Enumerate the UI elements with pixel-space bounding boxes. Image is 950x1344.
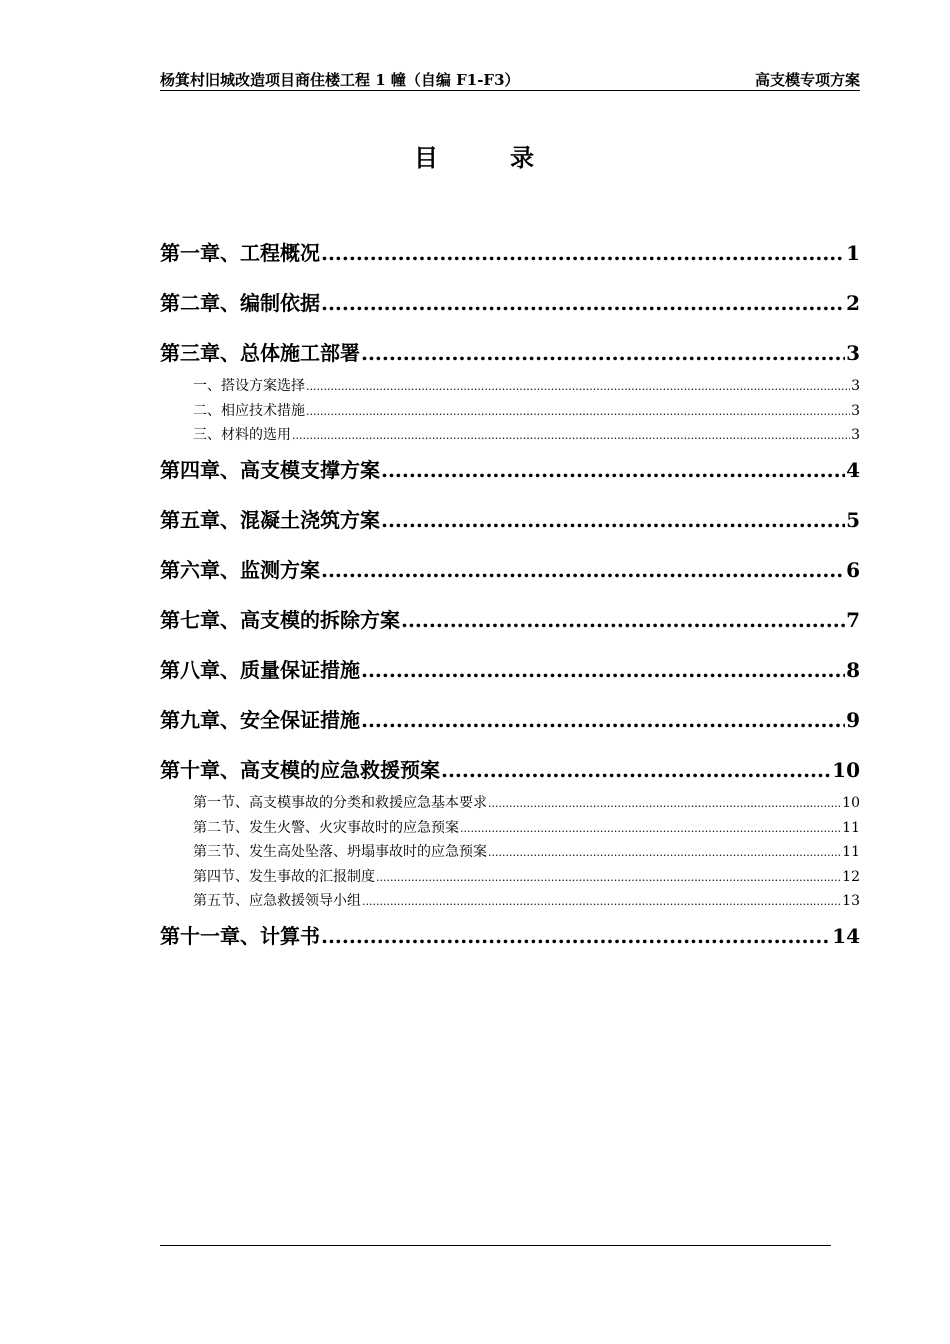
toc-entry-page: 6 [846,558,860,582]
toc-entry-label: 二、相应技术措施 [193,402,305,419]
toc-entry-label: 第四节、发生事故的汇报制度 [193,868,375,885]
toc-entry-chapter-2[interactable] [160,286,860,336]
toc-entry-page: 12 [842,868,860,885]
toc-entry-page: 3 [851,378,860,394]
toc-entry-label: 第六章、监测方案 [160,558,320,582]
toc-entry-page: 3 [851,427,860,443]
toc-entry-label: 第一章、工程概况 [160,241,320,265]
toc-entry-label: 第四章、高支模支撑方案 [160,458,380,482]
toc-dot-leader [488,792,841,816]
toc-entry-chapter-9[interactable] [160,703,860,753]
toc-entry-page: 5 [846,508,860,532]
toc-entry-chapter-7[interactable] [160,603,860,653]
toc-dot-leader [306,375,850,399]
toc-entry-label: 第五节、应急救援领导小组 [193,893,361,909]
toc-entry-chapter-5[interactable] [160,503,860,553]
toc-dot-leader [361,703,845,737]
toc-entry-page: 3 [851,402,860,419]
toc-dot-leader [321,286,845,320]
toc-entry-page: 3 [846,341,860,365]
toc-dot-leader [361,336,845,370]
toc-entry-section-10-1[interactable] [160,791,860,816]
toc-entry-label: 第二节、发生火警、火灾事故时的应急预案 [193,819,459,836]
toc-entry-label: 第二章、编制依据 [160,291,320,315]
toc-entry-label: 第三节、发生高处坠落、坍塌事故时的应急预案 [193,844,487,860]
toc-entry-page: 10 [832,758,860,782]
toc-entry-section-3-1[interactable] [160,374,860,399]
toc-entry-section-10-2[interactable] [160,816,860,841]
header-document-type: 高支模专项方案 [754,71,860,89]
toc-dot-leader [361,653,845,687]
toc-dot-leader [381,453,845,487]
toc-entry-label: 第十章、高支模的应急救援预案 [160,758,440,782]
toc-entry-section-10-3[interactable] [160,840,860,865]
toc-dot-leader [321,553,845,587]
toc-entry-chapter-4[interactable] [160,453,860,503]
toc-entry-chapter-10[interactable] [160,753,860,791]
toc-dot-leader [401,603,845,637]
toc-title-char-1: 目 [414,143,440,172]
toc-entry-label: 第九章、安全保证措施 [160,708,360,732]
toc-entry-chapter-11[interactable] [160,919,860,969]
toc-dot-leader [362,890,841,914]
toc-dot-leader [441,753,831,787]
toc-dot-leader [376,866,841,890]
toc-dot-leader [292,424,850,448]
toc-dot-leader [460,817,841,841]
toc-entry-label: 第五章、混凝土浇筑方案 [160,508,380,532]
toc-entry-page: 9 [846,708,860,732]
toc-title [0,138,950,173]
toc-entry-page: 10 [842,795,860,811]
toc-entry-section-3-3[interactable] [160,423,860,453]
toc-entry-label: 第一节、高支模事故的分类和救援应急基本要求 [193,795,487,811]
toc-dot-leader [321,919,831,953]
toc-entry-chapter-3[interactable] [160,336,860,374]
toc-entry-section-3-2[interactable] [160,399,860,424]
table-of-contents [160,236,860,969]
toc-entry-label: 第七章、高支模的拆除方案 [160,608,400,632]
toc-dot-leader [488,841,841,865]
toc-entry-label: 第三章、总体施工部署 [160,341,360,365]
toc-entry-page: 14 [832,924,860,948]
toc-entry-chapter-6[interactable] [160,553,860,603]
page-header [160,68,860,91]
toc-dot-leader [381,503,845,537]
toc-entry-label: 第八章、质量保证措施 [160,658,360,682]
header-project-title: 杨箕村旧城改造项目商住楼工程 1 幢（自编 F1-F3） [160,71,520,89]
toc-entry-section-10-4[interactable] [160,865,860,890]
toc-entry-section-10-5[interactable] [160,889,860,919]
toc-entry-page: 7 [846,608,860,632]
footer-divider [160,1245,831,1246]
toc-entry-chapter-1[interactable] [160,236,860,286]
toc-title-char-2: 录 [510,143,536,172]
toc-entry-chapter-8[interactable] [160,653,860,703]
toc-entry-page: 2 [846,291,860,315]
toc-dot-leader [306,400,850,424]
toc-entry-page: 4 [846,458,860,482]
toc-entry-page: 11 [842,844,860,860]
toc-entry-label: 第十一章、计算书 [160,924,320,948]
toc-entry-label: 一、搭设方案选择 [193,378,305,394]
toc-entry-page: 11 [842,819,860,836]
toc-entry-page: 8 [846,658,860,682]
toc-entry-label: 三、材料的选用 [193,427,291,443]
toc-entry-page: 1 [846,241,860,265]
toc-entry-page: 13 [842,893,860,909]
toc-dot-leader [321,236,845,270]
